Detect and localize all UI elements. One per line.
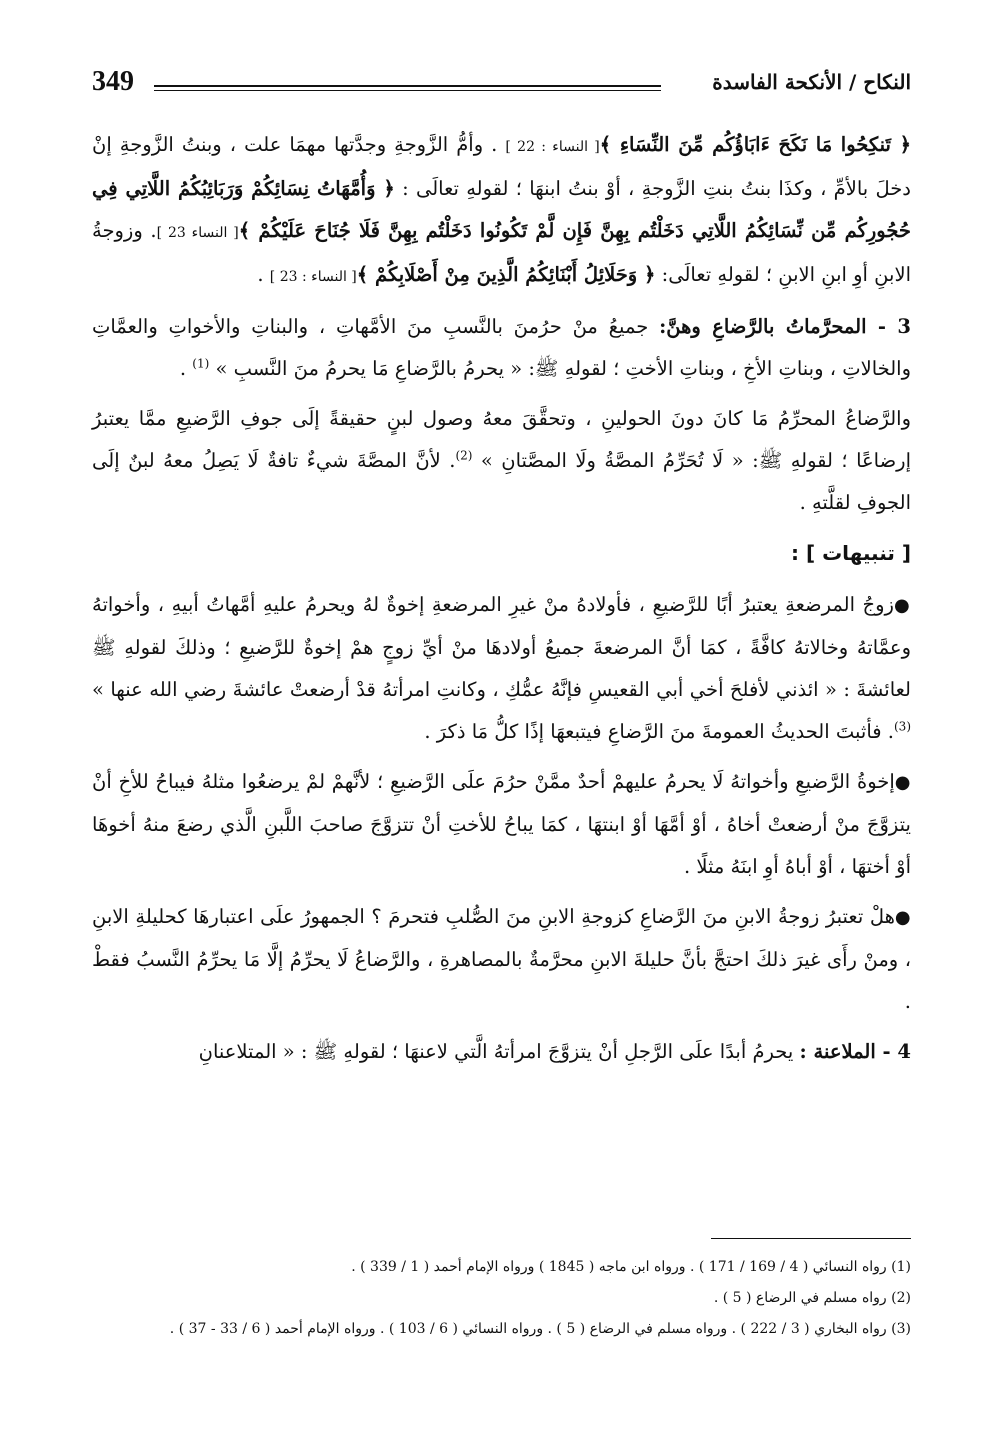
footnote-marker: (1) <box>192 356 210 371</box>
footnotes <box>92 1252 911 1345</box>
paragraph-text: . فأثبتَ الحديثُ العمومةَ منَ الرَّضاعِ فيتبعهَا إذًا كلُّ مَا ذكرَ . <box>424 720 894 743</box>
footnote-3: (3) رواه البخاري ( 3 / 222 ) . ورواه مسلم في الرضاع ( 5 ) . ورواه النسائي ( 6 / 103 ) . ورواه الإمام أحمد ( 6 / 33 - 37 ) . <box>169 1321 911 1337</box>
verse-reference: [ النساء : 23 ] <box>269 269 357 285</box>
paragraph-text: جميعُ منْ حرُمنَ بالنَّسبِ منَ الأمَّهاتِ ، والبناتِ والأخواتِ والعمَّاتِ والخالاتِ ، وبناتِ الأخِ ، وبناتِ الأختِ ؛ لقولهِ ﷺ: « يحرمُ بالرَّضاعِ مَا يحرمُ منَ النَّسبِ » <box>92 315 911 380</box>
paragraph-text: . وأمُّ الزَّوجةِ وجدَّتها مهمَا علت ، وبنتُ الزَّوجةِ إنْ دخلَ بالأمِّ ، وكذَا بنتُ بنتِ الزَّوجةِ ، أوْ بنتُ ابنهَا ؛ لقولهِ تعالَى : <box>92 133 911 200</box>
footnote-1: (1) رواه النسائي ( 4 / 169 / 171 ) . ورواه ابن ماجه ( 1845 ) ورواه الإمام أحمد ( 1 / 339 ) . <box>351 1259 911 1275</box>
footnote-marker: (3) <box>893 719 911 734</box>
main-text <box>92 124 911 1081</box>
header-rule-thin <box>154 90 661 91</box>
bullet-icon: ● <box>894 772 912 793</box>
footnote-divider <box>711 1238 911 1239</box>
paragraph-text: . <box>257 263 270 286</box>
paragraph-text: زوجُ المرضعةِ يعتبرُ أبًا للرَّضيعِ ، فأولادهُ منْ غيرِ المرضعةِ إخوةٌ لهُ ويحرمُ عليهِ أمَّهاتُ أبيهِ ، وأخواتهُ وعمَّاتهُ وخالاتهُ كافَّةً ، كمَا أنَّ المرضعةَ جميعُ أولادهَا منْ أيِّ زوجٍ همْ إخوةٌ للرَّضيعِ ؛ وذلكَ لقولهِ ﷺ لعائشةَ : « ائذني لأفلحَ أخي أبي القعيسِ فإنَّهُ عمُّكِ ، وكانتِ امرأتهُ قدْ أرضعتْ عائشةَ رضي الله عنها » <box>92 593 911 701</box>
note-2 <box>92 761 911 888</box>
bullet-icon: ● <box>894 907 911 928</box>
quran-verse: ﴿ وَحَلَائِلُ أَبْنَائِكُمُ الَّذِينَ مِنْ أَصْلَابِكُمْ ﴾ <box>356 263 656 286</box>
bullet-icon: ● <box>893 595 911 616</box>
paragraph-text: . وزوجةُ الابنِ أوِ ابنِ الابنِ ؛ لقولهِ تعالَى: <box>92 219 911 286</box>
paragraph-text: هلْ تعتبرُ زوجةُ الابنِ منَ الرَّضاعِ كزوجةِ الابنِ منَ الصُّلبِ فتحرمَ ؟ الجمهورُ علَى اعتبارهَا كحليلةِ الابنِ ، ومنْ رأَى غيرَ ذلكَ احتجَّ بأنَّ حليلةَ الابنِ محرَّمةٌ بالمصاهرةِ ، والرَّضاعُ لَا يحرِّمُ إلَّا مَا يحرِّمُ النَّسبُ فقطْ . <box>92 905 911 1013</box>
paragraph-1 <box>92 124 911 298</box>
quran-verse: ﴿ تَنكِحُوا مَا نَكَحَ ءَابَاؤُكُم مِّنَ النِّسَاءِ ﴾ <box>599 133 911 156</box>
verse-reference: [ النساء 23 ] <box>156 225 239 241</box>
paragraph-text: إخوةُ الرَّضيعِ وأخواتهُ لَا يحرمُ عليهمْ أحدٌ ممَّنْ حرُمَ علَى الرَّضيعِ ؛ لأنَّهمْ لمْ يرضعُوا مثلهُ فيباحُ للأخِ أنْ يتزوَّجَ منْ أرضعتْ أخاهُ ، أوْ أمَّهَا أوْ ابنتهَا ، كمَا يباحُ للأختِ أنْ تتزوَّجَ صاحبَ اللَّبنِ الَّذي رضعَ منهُ أخوهَا أوْ أختهَا ، أوْ أباهُ أوِ ابنَهُ مثلًا . <box>92 770 911 878</box>
paragraph-text: . لأنَّ المصَّةَ شيءٌ تافةٌ لَا يَصِلُ معهُ لبنٌ إلَى الجوفِ لقلَّتهِ . <box>92 449 911 514</box>
note-3 <box>92 896 911 1023</box>
paragraph-text: يحرمُ أبدًا علَى الرَّجلِ أنْ يتزوَّجَ امرأتهُ الَّتي لاعنهَا ؛ لقولهِ ﷺ : « المتلاعنانِ <box>198 1040 800 1063</box>
footnote-2: (2) رواه مسلم في الرضاع ( 5 ) . <box>713 1290 911 1306</box>
section-lead: 3 - المحرَّماتُ بالرَّضاعِ وهنَّ: <box>659 315 911 338</box>
footnote-marker: (2) <box>455 448 473 463</box>
paragraph-text: . <box>179 357 193 380</box>
paragraph-3 <box>92 398 911 524</box>
section-heading: [ تنبيهات ] : <box>791 541 911 565</box>
header-rule <box>154 85 661 87</box>
note-1 <box>92 584 911 753</box>
section-lead: 4 - الملاعنة : <box>799 1040 911 1063</box>
paragraph-4 <box>92 1031 911 1073</box>
page-header <box>92 66 911 106</box>
page-number: 349 <box>92 66 134 97</box>
running-title: النكاح / الأنكحة الفاسدة <box>712 70 911 94</box>
paragraph-text: والرَّضاعُ المحرِّمُ مَا كانَ دونَ الحولينِ ، وتحقَّقَ معهُ وصول لبنٍ حقيقةً إلَى جوفِ الرَّضيعِ ممَّا يعتبرُ إرضاعًا ؛ لقولهِ ﷺ: « لَا تُحَرِّمُ المصَّةُ ولَا المصَّتانِ » <box>92 407 911 472</box>
verse-reference: [ النساء : 22 ] <box>505 139 600 155</box>
quran-verse: ﴿ وَأُمَّهَاتُ نِسَائِكُمْ وَرَبَائِبُكُمُ اللَّاتِي فِي حُجُورِكُم مِّن نِّسَائِكُمُ اللَّاتِي دَخَلْتُم بِهِنَّ فَإِن لَّمْ تَكُونُوا دَخَلْتُم بِهِنَّ فَلَا جُنَاحَ عَلَيْكُمْ ﴾ <box>92 177 911 242</box>
paragraph-2 <box>92 306 911 390</box>
